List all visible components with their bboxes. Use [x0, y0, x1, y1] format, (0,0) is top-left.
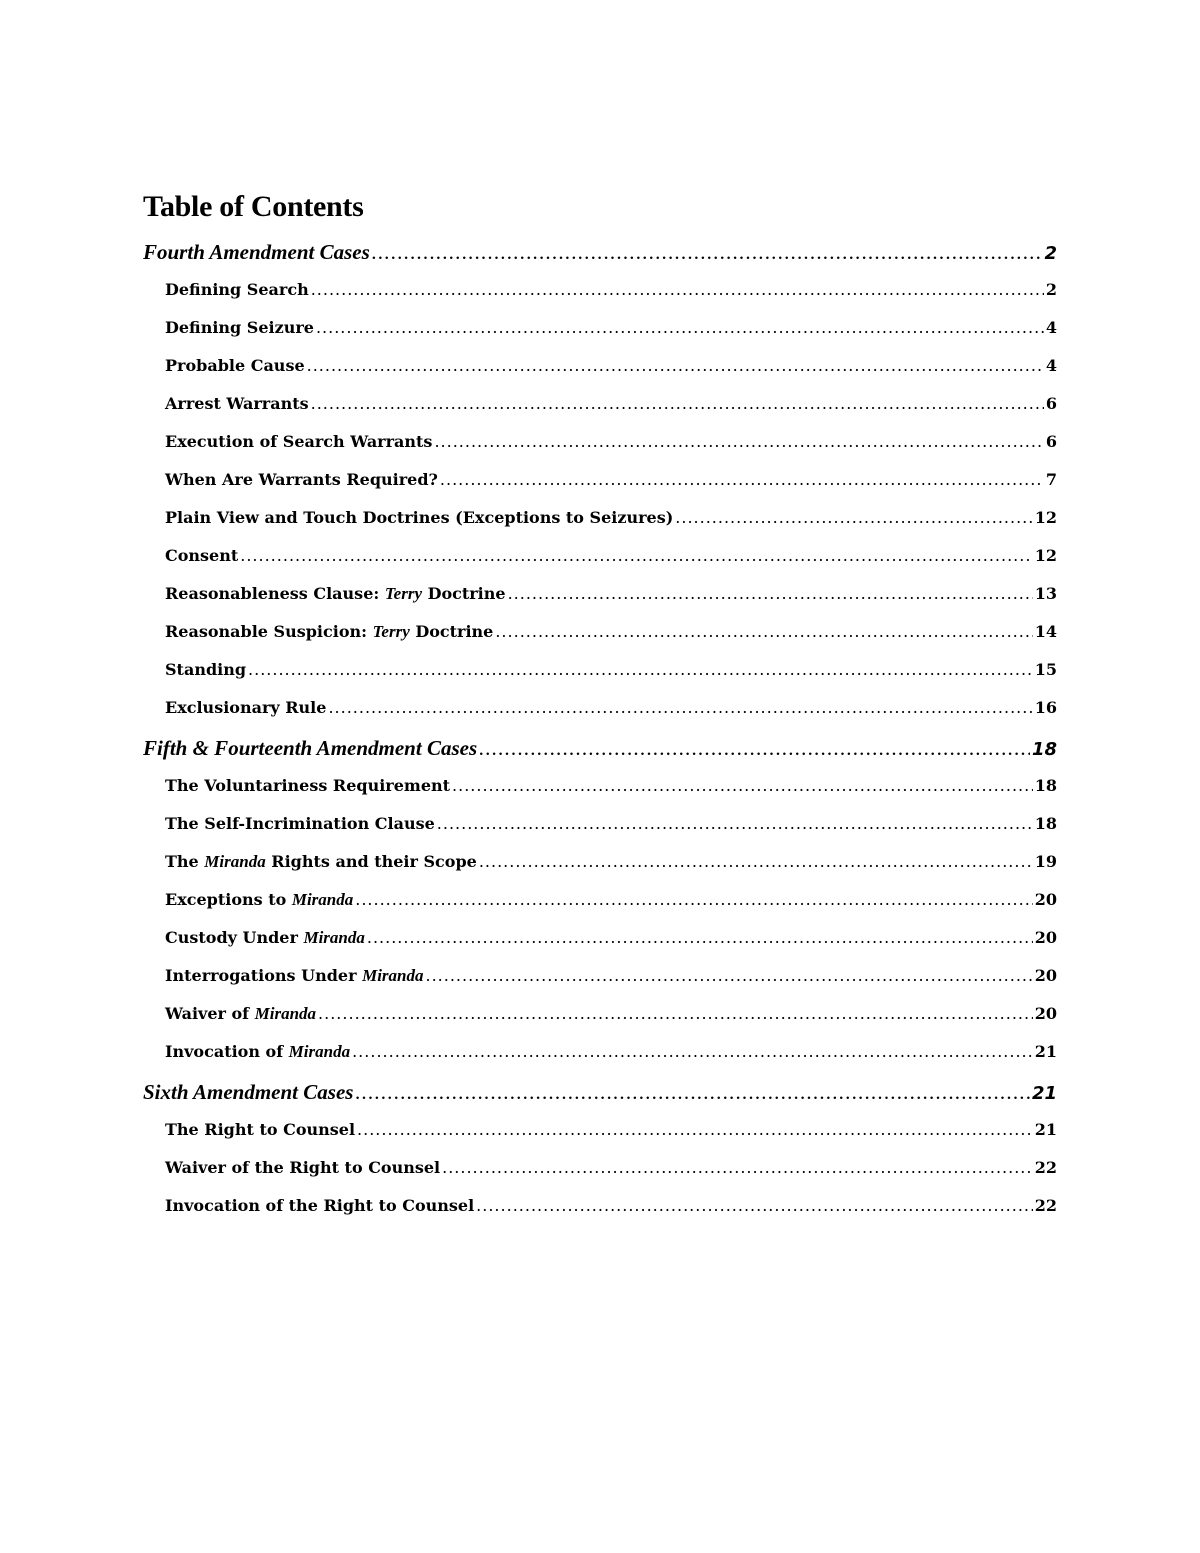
- toc-entry-label: [165, 622, 493, 642]
- toc-entry-label: [143, 736, 477, 761]
- toc-entry-label: [165, 584, 506, 604]
- toc-entry-label-italic: Miranda: [204, 852, 266, 871]
- toc-entry-label: [165, 890, 353, 910]
- toc-entry-label-text: The Right to Counsel: [165, 1120, 356, 1139]
- toc-page-number: 18: [1034, 814, 1057, 833]
- toc-subsection-entry[interactable]: [143, 1004, 1057, 1042]
- toc-entry-label: [165, 698, 326, 717]
- toc-entry-label: [143, 240, 370, 265]
- toc-section-entry[interactable]: [143, 736, 1057, 776]
- toc-dot-leader: [248, 660, 1033, 679]
- toc-entry-label-text: Interrogations Under: [165, 966, 363, 985]
- toc-dot-leader: [508, 584, 1033, 603]
- toc-dot-leader: [352, 1042, 1033, 1061]
- toc-entry-label-text: Invocation of the Right to Counsel: [165, 1196, 475, 1215]
- toc-entry-label-italic: Terry: [384, 584, 422, 603]
- toc-entry-label-text: Exceptions to: [165, 890, 292, 909]
- toc-page-number: 2: [1045, 280, 1057, 299]
- toc-entry-label-italic: Miranda: [303, 928, 365, 947]
- toc-entry-label-text: The: [165, 852, 205, 871]
- toc-page-number: 18: [1031, 739, 1057, 760]
- toc-subsection-entry[interactable]: [143, 776, 1057, 814]
- toc-entry-label: [165, 660, 246, 679]
- toc-subsection-entry[interactable]: [143, 318, 1057, 356]
- toc-entry-label: [165, 318, 314, 337]
- toc-dot-leader: [426, 966, 1033, 985]
- document-page: [143, 188, 1057, 1234]
- toc-dot-leader: [307, 356, 1044, 375]
- toc-page-number: 20: [1034, 890, 1057, 909]
- toc-entry-label-text: Execution of Search Warrants: [165, 432, 433, 451]
- toc-entry-label-italic: Miranda: [291, 890, 354, 909]
- toc-dot-leader: [434, 432, 1043, 451]
- toc-page-number: 20: [1034, 966, 1057, 985]
- toc-page-number: 12: [1034, 546, 1057, 565]
- toc-dot-leader: [440, 470, 1044, 489]
- toc-dot-leader: [355, 1080, 1030, 1105]
- toc-subsection-entry[interactable]: [143, 966, 1057, 1004]
- toc-entry-label: [165, 546, 238, 565]
- toc-entry-label-text: Fifth & Fourteenth Amendment Cases: [143, 736, 478, 760]
- toc-entry-label: [143, 1080, 353, 1105]
- toc-entry-label: [165, 280, 309, 299]
- toc-subsection-entry[interactable]: [143, 928, 1057, 966]
- toc-entry-label-text: Invocation of: [165, 1042, 289, 1061]
- toc-entry-label: [165, 852, 477, 872]
- toc-entry-label-text: Waiver of the Right to Counsel: [165, 1158, 441, 1177]
- toc-page-number: 15: [1034, 660, 1057, 679]
- toc-page-number: 4: [1045, 318, 1057, 337]
- toc-subsection-entry[interactable]: [143, 698, 1057, 736]
- toc-entry-label: [165, 432, 432, 451]
- toc-page-number: 12: [1034, 508, 1057, 527]
- toc-entry-label-text: The Self-Incrimination Clause: [165, 814, 435, 833]
- toc-subsection-entry[interactable]: [143, 1196, 1057, 1234]
- toc-page-number: 20: [1034, 1004, 1057, 1023]
- toc-subsection-entry[interactable]: [143, 814, 1057, 852]
- toc-dot-leader: [240, 546, 1032, 565]
- toc-dot-leader: [437, 814, 1033, 833]
- toc-page-number: 13: [1034, 584, 1057, 603]
- toc-dot-leader: [311, 280, 1044, 299]
- toc-entry-label-text: Defining Search: [165, 280, 309, 299]
- toc-subsection-entry[interactable]: [143, 1042, 1057, 1080]
- toc-dot-leader: [311, 394, 1044, 413]
- toc-entry-label-text: Arrest Warrants: [165, 394, 309, 413]
- toc-entry-label: [165, 1196, 474, 1215]
- toc-dot-leader: [479, 852, 1033, 871]
- toc-dot-leader: [328, 698, 1032, 717]
- toc-subsection-entry[interactable]: [143, 1120, 1057, 1158]
- toc-page-number: 20: [1034, 928, 1057, 947]
- toc-subsection-entry[interactable]: [143, 622, 1057, 660]
- toc-entry-label-text: Consent: [165, 546, 239, 565]
- toc-subsection-entry[interactable]: [143, 356, 1057, 394]
- toc-entry-label: [165, 966, 424, 986]
- toc-page-number: 22: [1034, 1196, 1057, 1215]
- toc-entry-label-text: Doctrine: [422, 584, 506, 603]
- toc-subsection-entry[interactable]: [143, 280, 1057, 318]
- toc-entry-label-text: Exclusionary Rule: [165, 698, 327, 717]
- toc-entry-label-text: Reasonable Suspicion:: [165, 622, 373, 641]
- toc-entry-label-italic: Miranda: [288, 1042, 351, 1061]
- toc-entry-label-text: Reasonableness Clause:: [165, 584, 385, 603]
- toc-entry-label: [165, 776, 450, 795]
- toc-dot-leader: [675, 508, 1032, 527]
- toc-dot-leader: [479, 736, 1030, 761]
- toc-entry-label: [165, 1120, 355, 1139]
- toc-title: Table of Contents: [143, 190, 364, 223]
- toc-subsection-entry[interactable]: [143, 470, 1057, 508]
- toc-dot-leader: [442, 1158, 1033, 1177]
- toc-entry-label: [165, 508, 673, 527]
- toc-subsection-entry[interactable]: [143, 394, 1057, 432]
- toc-list: [143, 240, 1057, 1234]
- toc-dot-leader: [476, 1196, 1033, 1215]
- toc-subsection-entry[interactable]: [143, 584, 1057, 622]
- toc-entry-label-italic: Miranda: [362, 966, 424, 985]
- toc-section-entry[interactable]: [143, 240, 1057, 280]
- toc-entry-label: [165, 356, 305, 375]
- toc-page-number: 18: [1034, 776, 1057, 795]
- toc-entry-label: [165, 928, 365, 948]
- toc-dot-leader: [372, 240, 1043, 265]
- toc-page-number: 6: [1045, 394, 1057, 413]
- toc-page-number: 19: [1034, 852, 1057, 871]
- toc-page-number: 2: [1044, 243, 1057, 264]
- toc-entry-label-text: Custody Under: [165, 928, 304, 947]
- toc-entry-label-italic: Miranda: [254, 1004, 317, 1023]
- toc-entry-label-text: When Are Warrants Required?: [165, 470, 438, 489]
- toc-page-number: 22: [1034, 1158, 1057, 1177]
- toc-subsection-entry[interactable]: [143, 432, 1057, 470]
- toc-dot-leader: [357, 1120, 1033, 1139]
- toc-subsection-entry[interactable]: [143, 546, 1057, 584]
- toc-page-number: 4: [1045, 356, 1057, 375]
- toc-page-number: 21: [1031, 1083, 1057, 1104]
- toc-page-number: 16: [1034, 698, 1057, 717]
- toc-section-entry[interactable]: [143, 1080, 1057, 1120]
- toc-page-number: 21: [1034, 1120, 1057, 1139]
- toc-entry-label-text: Doctrine: [409, 622, 494, 641]
- toc-entry-label-text: Plain View and Touch Doctrines (Exceptions to Seizures): [165, 508, 674, 527]
- toc-entry-label: [165, 1042, 350, 1062]
- toc-subsection-entry[interactable]: [143, 660, 1057, 698]
- toc-subsection-entry[interactable]: [143, 890, 1057, 928]
- toc-entry-label-text: The Voluntariness Requirement: [165, 776, 451, 795]
- toc-page-number: 14: [1034, 622, 1057, 641]
- toc-dot-leader: [318, 1004, 1033, 1023]
- toc-dot-leader: [367, 928, 1033, 947]
- toc-entry-label-text: Probable Cause: [165, 356, 305, 375]
- toc-subsection-entry[interactable]: [143, 508, 1057, 546]
- toc-entry-label: [165, 1004, 316, 1024]
- toc-dot-leader: [355, 890, 1032, 909]
- toc-entry-label-text: Waiver of: [165, 1004, 255, 1023]
- toc-page-number: 6: [1045, 432, 1057, 451]
- toc-entry-label-text: Defining Seizure: [165, 318, 314, 337]
- toc-subsection-entry[interactable]: [143, 852, 1057, 890]
- toc-entry-label-text: Rights and their Scope: [265, 852, 477, 871]
- toc-page-number: 21: [1034, 1042, 1057, 1061]
- toc-entry-label: [165, 394, 309, 413]
- toc-entry-label-text: Fourth Amendment Cases: [143, 240, 370, 264]
- toc-dot-leader: [495, 622, 1032, 641]
- toc-entry-label: [165, 1158, 440, 1177]
- toc-dot-leader: [452, 776, 1033, 795]
- toc-dot-leader: [316, 318, 1044, 337]
- toc-subsection-entry[interactable]: [143, 1158, 1057, 1196]
- toc-page-number: 7: [1045, 470, 1057, 489]
- toc-entry-label-italic: Terry: [372, 622, 410, 641]
- toc-entry-label: [165, 470, 438, 489]
- toc-entry-label-text: Sixth Amendment Cases: [143, 1080, 354, 1104]
- toc-entry-label: [165, 814, 435, 833]
- toc-entry-label-text: Standing: [165, 660, 247, 679]
